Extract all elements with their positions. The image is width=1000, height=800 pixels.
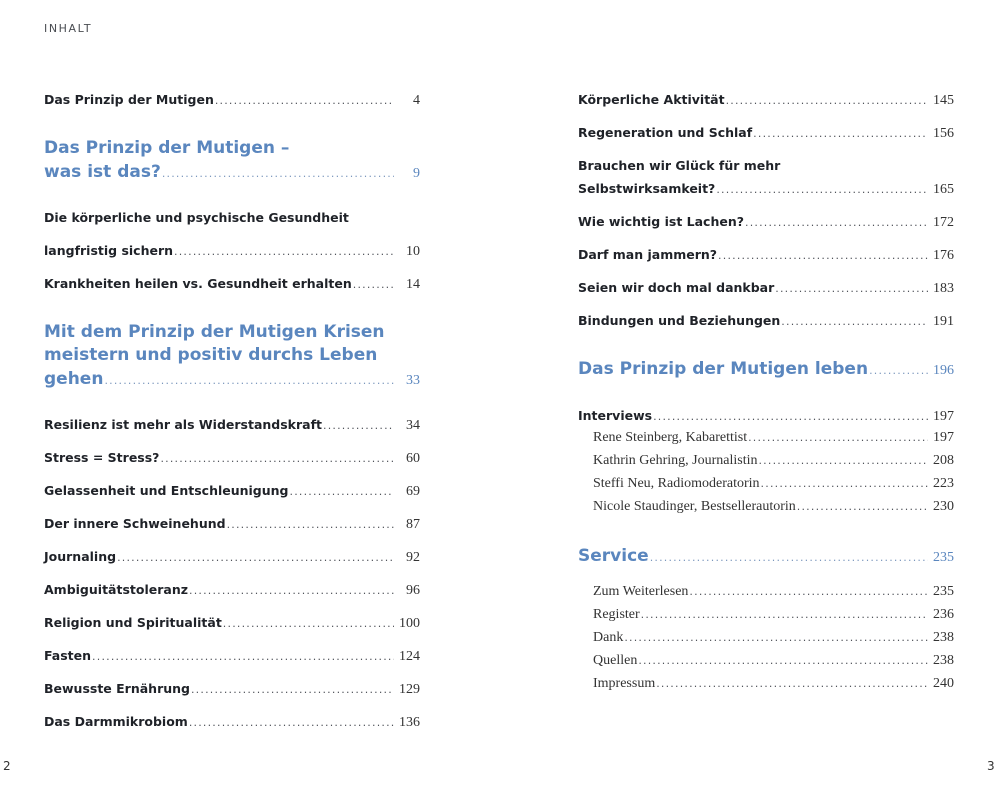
toc-entry-page: 14 xyxy=(406,277,420,292)
dot-leader xyxy=(227,518,394,531)
dot-leader xyxy=(748,431,928,444)
section-heading[interactable] xyxy=(44,368,420,392)
toc-entry[interactable] xyxy=(578,280,954,297)
toc-entry[interactable] xyxy=(44,681,420,698)
toc-entry-title: Bindungen und Beziehungen xyxy=(578,313,781,328)
dot-leader xyxy=(869,359,928,382)
toc-entry-page: 145 xyxy=(933,93,954,108)
page-number-left: 2 xyxy=(3,759,11,773)
toc-entry-title: Das Darmmikrobiom xyxy=(44,714,188,729)
dot-leader xyxy=(174,245,394,258)
toc-entry-page: 136 xyxy=(399,715,420,730)
section-heading-line[interactable]: Das Prinzip der Mutigen – xyxy=(44,138,290,158)
toc-subentry[interactable] xyxy=(593,476,954,492)
toc-entry-title: Resilienz ist mehr als Widerstandskraft xyxy=(44,417,323,432)
toc-entry-page: 96 xyxy=(406,583,420,598)
toc-entry-page: 197 xyxy=(933,409,954,424)
toc-subentry[interactable] xyxy=(593,584,954,600)
toc-subentry-title: Quellen xyxy=(593,653,638,668)
toc-entry[interactable] xyxy=(578,125,954,142)
dot-leader xyxy=(718,249,928,262)
dot-leader xyxy=(117,551,394,564)
toc-subentry-page: 230 xyxy=(933,499,954,514)
toc-subentry[interactable] xyxy=(593,607,954,623)
dot-leader xyxy=(104,369,394,392)
dot-leader xyxy=(624,631,928,644)
dot-leader xyxy=(290,485,394,498)
toc-entry-page: 129 xyxy=(399,682,420,697)
right-page xyxy=(500,0,1000,800)
section-heading[interactable] xyxy=(578,545,954,569)
dot-leader xyxy=(653,410,928,423)
toc-subentry-title: Zum Weiterlesen xyxy=(593,584,689,599)
toc-subentry-title: Steffi Neu, Radiomoderatorin xyxy=(593,476,760,491)
toc-subentry-title: Dank xyxy=(593,630,624,645)
running-head: INHALT xyxy=(44,22,93,35)
toc-entry[interactable] xyxy=(578,247,954,264)
toc-entry[interactable] xyxy=(44,582,420,599)
toc-subentry[interactable] xyxy=(593,430,954,446)
dot-leader xyxy=(716,183,928,196)
toc-entry-title: Krankheiten heilen vs. Gesundheit erhalten xyxy=(44,276,352,291)
toc-entry-page: 176 xyxy=(933,248,954,263)
toc-entry[interactable] xyxy=(44,714,420,731)
toc-entry[interactable] xyxy=(44,92,420,109)
toc-entry-title: Das Prinzip der Mutigen xyxy=(44,92,214,107)
dot-leader xyxy=(223,617,394,630)
dot-leader xyxy=(758,454,928,467)
dot-leader xyxy=(353,278,394,291)
section-heading-title: Service xyxy=(578,546,649,566)
dot-leader xyxy=(160,452,394,465)
section-heading-title: gehen xyxy=(44,369,104,389)
toc-entry-title: Journaling xyxy=(44,549,117,564)
toc-entry-page: 4 xyxy=(413,93,420,108)
toc-entry[interactable] xyxy=(578,214,954,231)
section-heading-page: 9 xyxy=(413,166,420,181)
toc-entry-title: Stress = Stress? xyxy=(44,450,160,465)
toc-subentry[interactable] xyxy=(593,653,954,669)
dot-leader xyxy=(189,584,394,597)
toc-entry-line[interactable]: Die körperliche und psychische Gesundheit xyxy=(44,210,349,225)
toc-entry-title: Religion und Spiritualität xyxy=(44,615,222,630)
dot-leader xyxy=(323,419,394,432)
section-heading-title: was ist das? xyxy=(44,162,161,182)
toc-subentry[interactable] xyxy=(593,499,954,515)
toc-entry[interactable] xyxy=(44,450,420,467)
toc-entry-page: 34 xyxy=(406,418,420,433)
dot-leader xyxy=(753,127,928,140)
section-heading[interactable] xyxy=(44,161,420,185)
toc-subentry[interactable] xyxy=(593,676,954,692)
toc-entry[interactable] xyxy=(44,516,420,533)
dot-leader xyxy=(775,282,928,295)
toc-entry-line[interactable]: Brauchen wir Glück für mehr xyxy=(578,158,781,173)
toc-entry[interactable] xyxy=(44,615,420,632)
dot-leader xyxy=(797,500,928,513)
toc-subentry-page: 208 xyxy=(933,453,954,468)
dot-leader xyxy=(162,162,394,185)
dot-leader xyxy=(191,683,394,696)
toc-entry-page: 165 xyxy=(933,182,954,197)
toc-subentry-page: 197 xyxy=(933,430,954,445)
toc-entry[interactable] xyxy=(44,417,420,434)
dot-leader xyxy=(92,650,394,663)
dot-leader xyxy=(189,716,394,729)
toc-entry-page: 183 xyxy=(933,281,954,296)
dot-leader xyxy=(656,677,928,690)
toc-entry-title: Interviews xyxy=(578,408,653,423)
toc-subentry[interactable] xyxy=(593,630,954,646)
toc-subentry-page: 240 xyxy=(933,676,954,691)
toc-entry-page: 124 xyxy=(399,649,420,664)
section-heading-page: 235 xyxy=(933,550,954,565)
dot-leader xyxy=(650,546,928,569)
toc-entry[interactable] xyxy=(578,408,954,425)
section-heading-line[interactable]: Mit dem Prinzip der Mutigen Krisen xyxy=(44,322,385,342)
toc-entry[interactable] xyxy=(44,243,420,260)
toc-entry[interactable] xyxy=(44,483,420,500)
toc-entry[interactable] xyxy=(578,313,954,330)
toc-subentry-page: 238 xyxy=(933,630,954,645)
dot-leader xyxy=(745,216,928,229)
toc-entry-page: 69 xyxy=(406,484,420,499)
section-heading-line[interactable]: meistern und positiv durchs Leben xyxy=(44,345,378,365)
dot-leader xyxy=(641,608,928,621)
toc-entry-title: Darf man jammern? xyxy=(578,247,718,262)
toc-entry-title: Gelassenheit und Entschleunigung xyxy=(44,483,289,498)
section-heading-page: 196 xyxy=(933,363,954,378)
toc-entry-title: Bewusste Ernährung xyxy=(44,681,190,696)
toc-entry-page: 87 xyxy=(406,517,420,532)
toc-entry-title: Selbstwirksamkeit? xyxy=(578,181,716,196)
toc-subentry[interactable] xyxy=(593,453,954,469)
dot-leader xyxy=(781,315,928,328)
toc-subentry-title: Rene Steinberg, Kabarettist xyxy=(593,430,748,445)
toc-entry[interactable] xyxy=(44,276,420,293)
dot-leader xyxy=(638,654,928,667)
toc-entry-page: 172 xyxy=(933,215,954,230)
dot-leader xyxy=(215,94,394,107)
toc-entry-title: Der innere Schweinehund xyxy=(44,516,226,531)
toc-subentry-title: Impressum xyxy=(593,676,656,691)
toc-subentry-page: 236 xyxy=(933,607,954,622)
toc-entry-title: langfristig sichern xyxy=(44,243,174,258)
toc-entry-title: Körperliche Aktivität xyxy=(578,92,725,107)
toc-entry-title: Seien wir doch mal dankbar xyxy=(578,280,775,295)
toc-subentry-page: 238 xyxy=(933,653,954,668)
toc-entry-title: Wie wichtig ist Lachen? xyxy=(578,214,744,229)
toc-subentry-title: Kathrin Gehring, Journalistin xyxy=(593,453,758,468)
toc-entry[interactable] xyxy=(44,549,420,566)
page-number-right: 3 xyxy=(987,759,995,773)
toc-subentry-title: Nicole Staudinger, Bestsellerautorin xyxy=(593,499,796,514)
toc-subentry-title: Register xyxy=(593,607,640,622)
toc-entry-page: 191 xyxy=(933,314,954,329)
toc-entry-title: Fasten xyxy=(44,648,92,663)
toc-entry[interactable] xyxy=(578,181,954,198)
toc-entry-page: 100 xyxy=(399,616,420,631)
toc-entry-page: 156 xyxy=(933,126,954,141)
toc-entry-page: 60 xyxy=(406,451,420,466)
dot-leader xyxy=(761,477,928,490)
toc-entry[interactable] xyxy=(578,92,954,109)
dot-leader xyxy=(689,585,928,598)
toc-entry-page: 92 xyxy=(406,550,420,565)
toc-entry-title: Ambiguitätstoleranz xyxy=(44,582,188,597)
toc-subentry-page: 223 xyxy=(933,476,954,491)
toc-subentry-page: 235 xyxy=(933,584,954,599)
dot-leader xyxy=(726,94,928,107)
toc-entry-title: Regeneration und Schlaf xyxy=(578,125,753,140)
toc-entry-page: 10 xyxy=(406,244,420,259)
section-heading-title: Das Prinzip der Mutigen leben xyxy=(578,359,869,379)
toc-entry[interactable] xyxy=(44,648,420,665)
section-heading-page: 33 xyxy=(406,373,420,388)
section-heading[interactable] xyxy=(578,358,954,382)
